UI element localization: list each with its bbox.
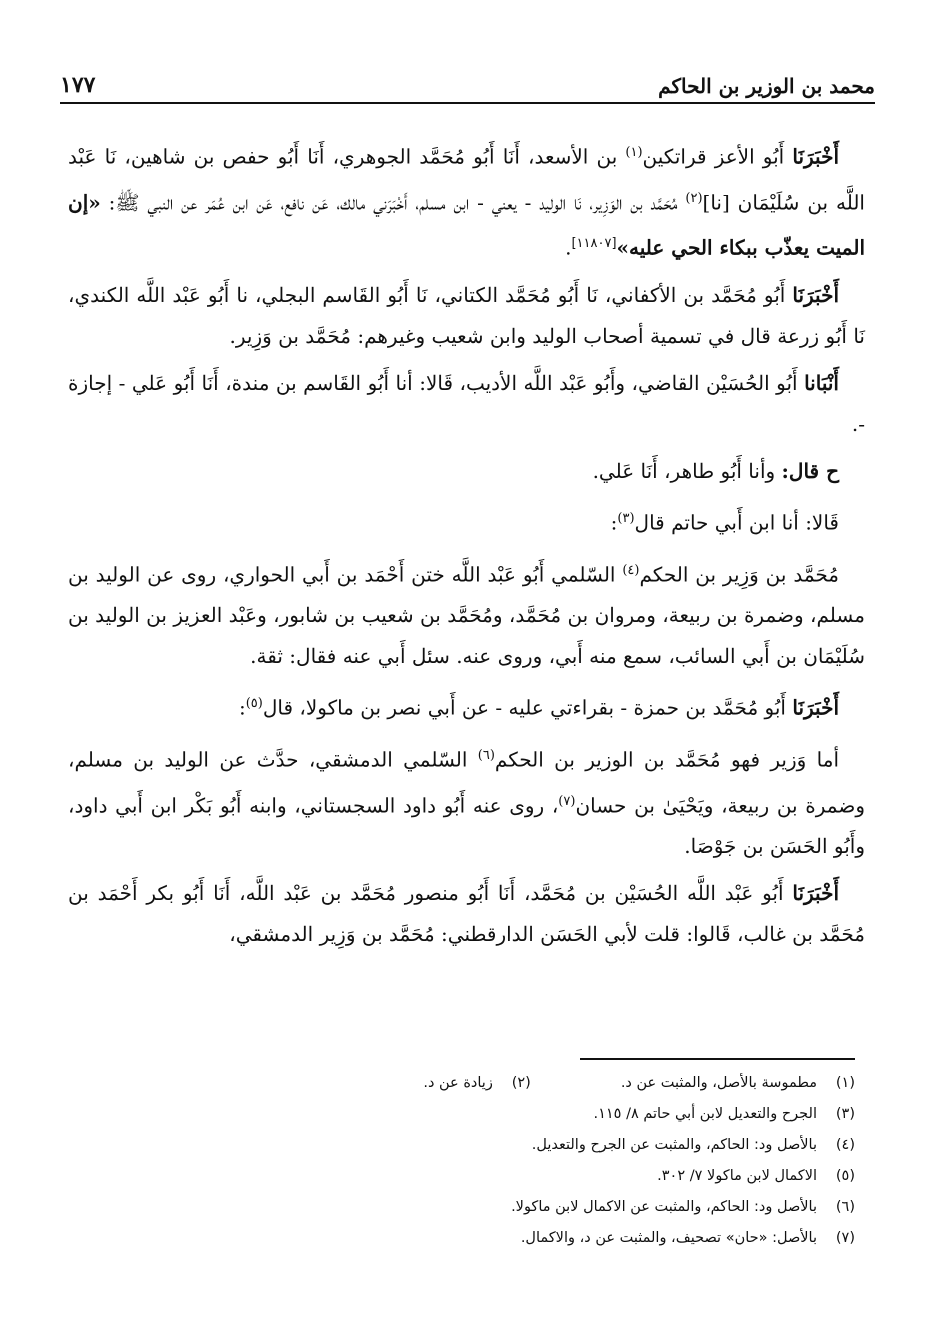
paragraph-text: أَبُو الأعز قراتكين xyxy=(642,144,793,169)
footnote-number: (٢) xyxy=(511,1075,531,1091)
footnote-1 xyxy=(621,1068,855,1099)
paragraph-5 xyxy=(68,498,865,544)
punctuation: : xyxy=(238,695,246,720)
footnotes xyxy=(90,1068,855,1254)
footnote-number: (٣) xyxy=(835,1106,855,1122)
lead-word: أَخْبَرَنَا xyxy=(792,881,839,906)
punctuation: . xyxy=(565,235,572,260)
paragraph-9 xyxy=(68,873,865,955)
hadith-quote: «إن الميت يعذّب ببكاء الحي عليه» xyxy=(68,190,865,260)
footnote-marker: (٢) xyxy=(685,190,703,206)
footnote-number: (٤) xyxy=(835,1137,855,1153)
page-header xyxy=(60,58,875,104)
paragraph-2 xyxy=(68,275,865,357)
running-title: محمد بن الوزير بن الحاكم xyxy=(658,74,875,98)
footnote-text: زيادة عن د. xyxy=(423,1075,493,1091)
main-text xyxy=(68,132,865,961)
paragraph-7 xyxy=(68,683,865,729)
footnote-text: بالأصل ود: الحاكم، والمثبت عن الجرح والتعديل. xyxy=(531,1137,817,1153)
lead-word: أَخْبَرَنَا xyxy=(792,144,839,169)
paragraph-text: وأنا أَبُو طاهر، أَنَا عَلي. xyxy=(592,458,782,483)
paragraph-text: أَبُو الحُسَيْن القاضي، وأَبُو عَبْد اللَّه الأديب، قَالا: أنا أَبُو القَاسم بن مندة، أَنَا أَبُو عَلي - إجازة -. xyxy=(68,370,865,436)
footnote-text: مطموسة بالأصل، والمثبت عن د. xyxy=(620,1075,817,1091)
footnote-marker: (٦) xyxy=(477,747,495,763)
paragraph-text: أما وَزير فهو مُحَمَّد بن الوزير بن الحكم xyxy=(494,747,839,772)
footnote-number: (١) xyxy=(835,1075,855,1091)
footnote-text: الجرح والتعديل لابن أبي حاتم ٨/ ١١٥. xyxy=(593,1106,817,1122)
paragraph-text: السّلمي أَبُو عَبْد اللَّه ختن أَحْمَد بن أَبي الحواري، روى عن الوليد بن مسلم، وضمرة بن ربيعة، ومروان بن مُحَمَّد، ومُحَمَّد بن شعيب بن شابور، وعَبْد العزيز بن الوليد بن سُلَيْمَان بن أَبي السائب، سمع منه أَبي، وروى عنه. سئل أَبي عنه فقال: ثقة. xyxy=(68,562,865,669)
paragraph-text: أَبُو مُحَمَّد بن الأكفاني، نَا أَبُو مُحَمَّد الكتاني، نَا أَبُو القَاسم البجلي، نا أَبُو عَبْد اللَّه الكندي، نَا أَبُو زرعة قال في تسمية أصحاب الوليد وابن شعيب وغيرهم: مُحَمَّد بن وَزِير. xyxy=(68,282,865,348)
lead-word: أَنْبَانا xyxy=(804,370,839,395)
paragraph-text: قَالا: أنا ابن أَبي حاتم قال xyxy=(634,510,839,535)
footnote-divider xyxy=(580,1058,855,1060)
footnote-number: (٥) xyxy=(835,1168,855,1184)
footnote-7 xyxy=(90,1223,855,1254)
footnote-text: بالأصل ود: الحاكم، والمثبت عن الاكمال لابن ماكولا. xyxy=(511,1199,817,1215)
page-number: ١٧٧ xyxy=(60,72,96,98)
footnote-6 xyxy=(90,1192,855,1223)
footnote-3 xyxy=(90,1099,855,1130)
reference-number: [١١٨٠٧] xyxy=(571,236,617,252)
paragraph-text: مُحَمَّد بن الوَزِير، نَا الوليد - يعني - ابن مسلم، أَخْبَرَني مالك، عَن نافع، عَن ابن عُمَر عن النبي ﷺ: xyxy=(100,190,686,215)
paragraph-text: بن الأسعد، أَنَا أَبُو مُحَمَّد الجوهري، أَنَا أَبُو حفص بن شاهين، نَا عَبْد اللَّه بن سُلَيْمَان [نا] xyxy=(68,144,865,215)
footnote-number: (٦) xyxy=(835,1199,855,1215)
paragraph-text: مُحَمَّد بن وَزِير بن الحكم xyxy=(639,562,840,587)
footnote-5 xyxy=(90,1161,855,1192)
paragraph-text: السّلمي الدمشقي، حدَّث عن الوليد بن مسلم، وضمرة بن ربيعة، ويَحْيَىٰ بن حسان xyxy=(68,747,865,818)
paragraph-text: ، روى عنه أَبُو داود السجستاني، وابنه أَبُو بَكْر ابن أَبي داود، وأَبُو الحَسَن بن جَوْصَا. xyxy=(68,793,865,859)
paragraph-text: أَبُو مُحَمَّد بن حمزة - بقراءتي عليه - عن أَبي نصر بن ماكولا، قال xyxy=(262,695,793,720)
lead-word: أَخْبَرَنَا xyxy=(792,695,839,720)
footnote-number: (٧) xyxy=(835,1230,855,1246)
footnote-text: بالأصل: «حان» تصحيف، والمثبت عن د، والاكمال. xyxy=(520,1230,817,1246)
footnote-row xyxy=(90,1068,855,1099)
footnote-marker: (٤) xyxy=(622,562,640,578)
lead-word: أَخْبَرَنَا xyxy=(792,282,839,307)
footnote-2 xyxy=(423,1068,530,1099)
paragraph-1 xyxy=(68,132,865,269)
punctuation: : xyxy=(610,510,618,535)
paragraph-text: أَبُو عَبْد اللَّه الحُسَيْن بن مُحَمَّد، أَنَا أَبُو منصور مُحَمَّد بن عَبْد اللَّه، أَنَا أَبُو بكر أَحْمَد بن مُحَمَّد بن غالب، قَالوا: قلت لأبي الحَسَن الدارقطني: مُحَمَّد بن وَزِير الدمشقي، xyxy=(68,881,865,947)
footnote-text: الاكمال لابن ماكولا ٧/ ٣٠٢. xyxy=(657,1168,817,1184)
paragraph-4 xyxy=(68,451,865,492)
lead-word: ح قال: xyxy=(781,458,839,483)
paragraph-8 xyxy=(68,735,865,867)
paragraph-6 xyxy=(68,550,865,678)
footnote-marker: (٥) xyxy=(245,696,263,712)
paragraph-3 xyxy=(68,363,865,445)
footnote-marker: (٣) xyxy=(617,510,635,526)
footnote-marker: (١) xyxy=(625,145,643,160)
footnote-4 xyxy=(90,1130,855,1161)
footnote-marker: (٧) xyxy=(558,793,576,809)
